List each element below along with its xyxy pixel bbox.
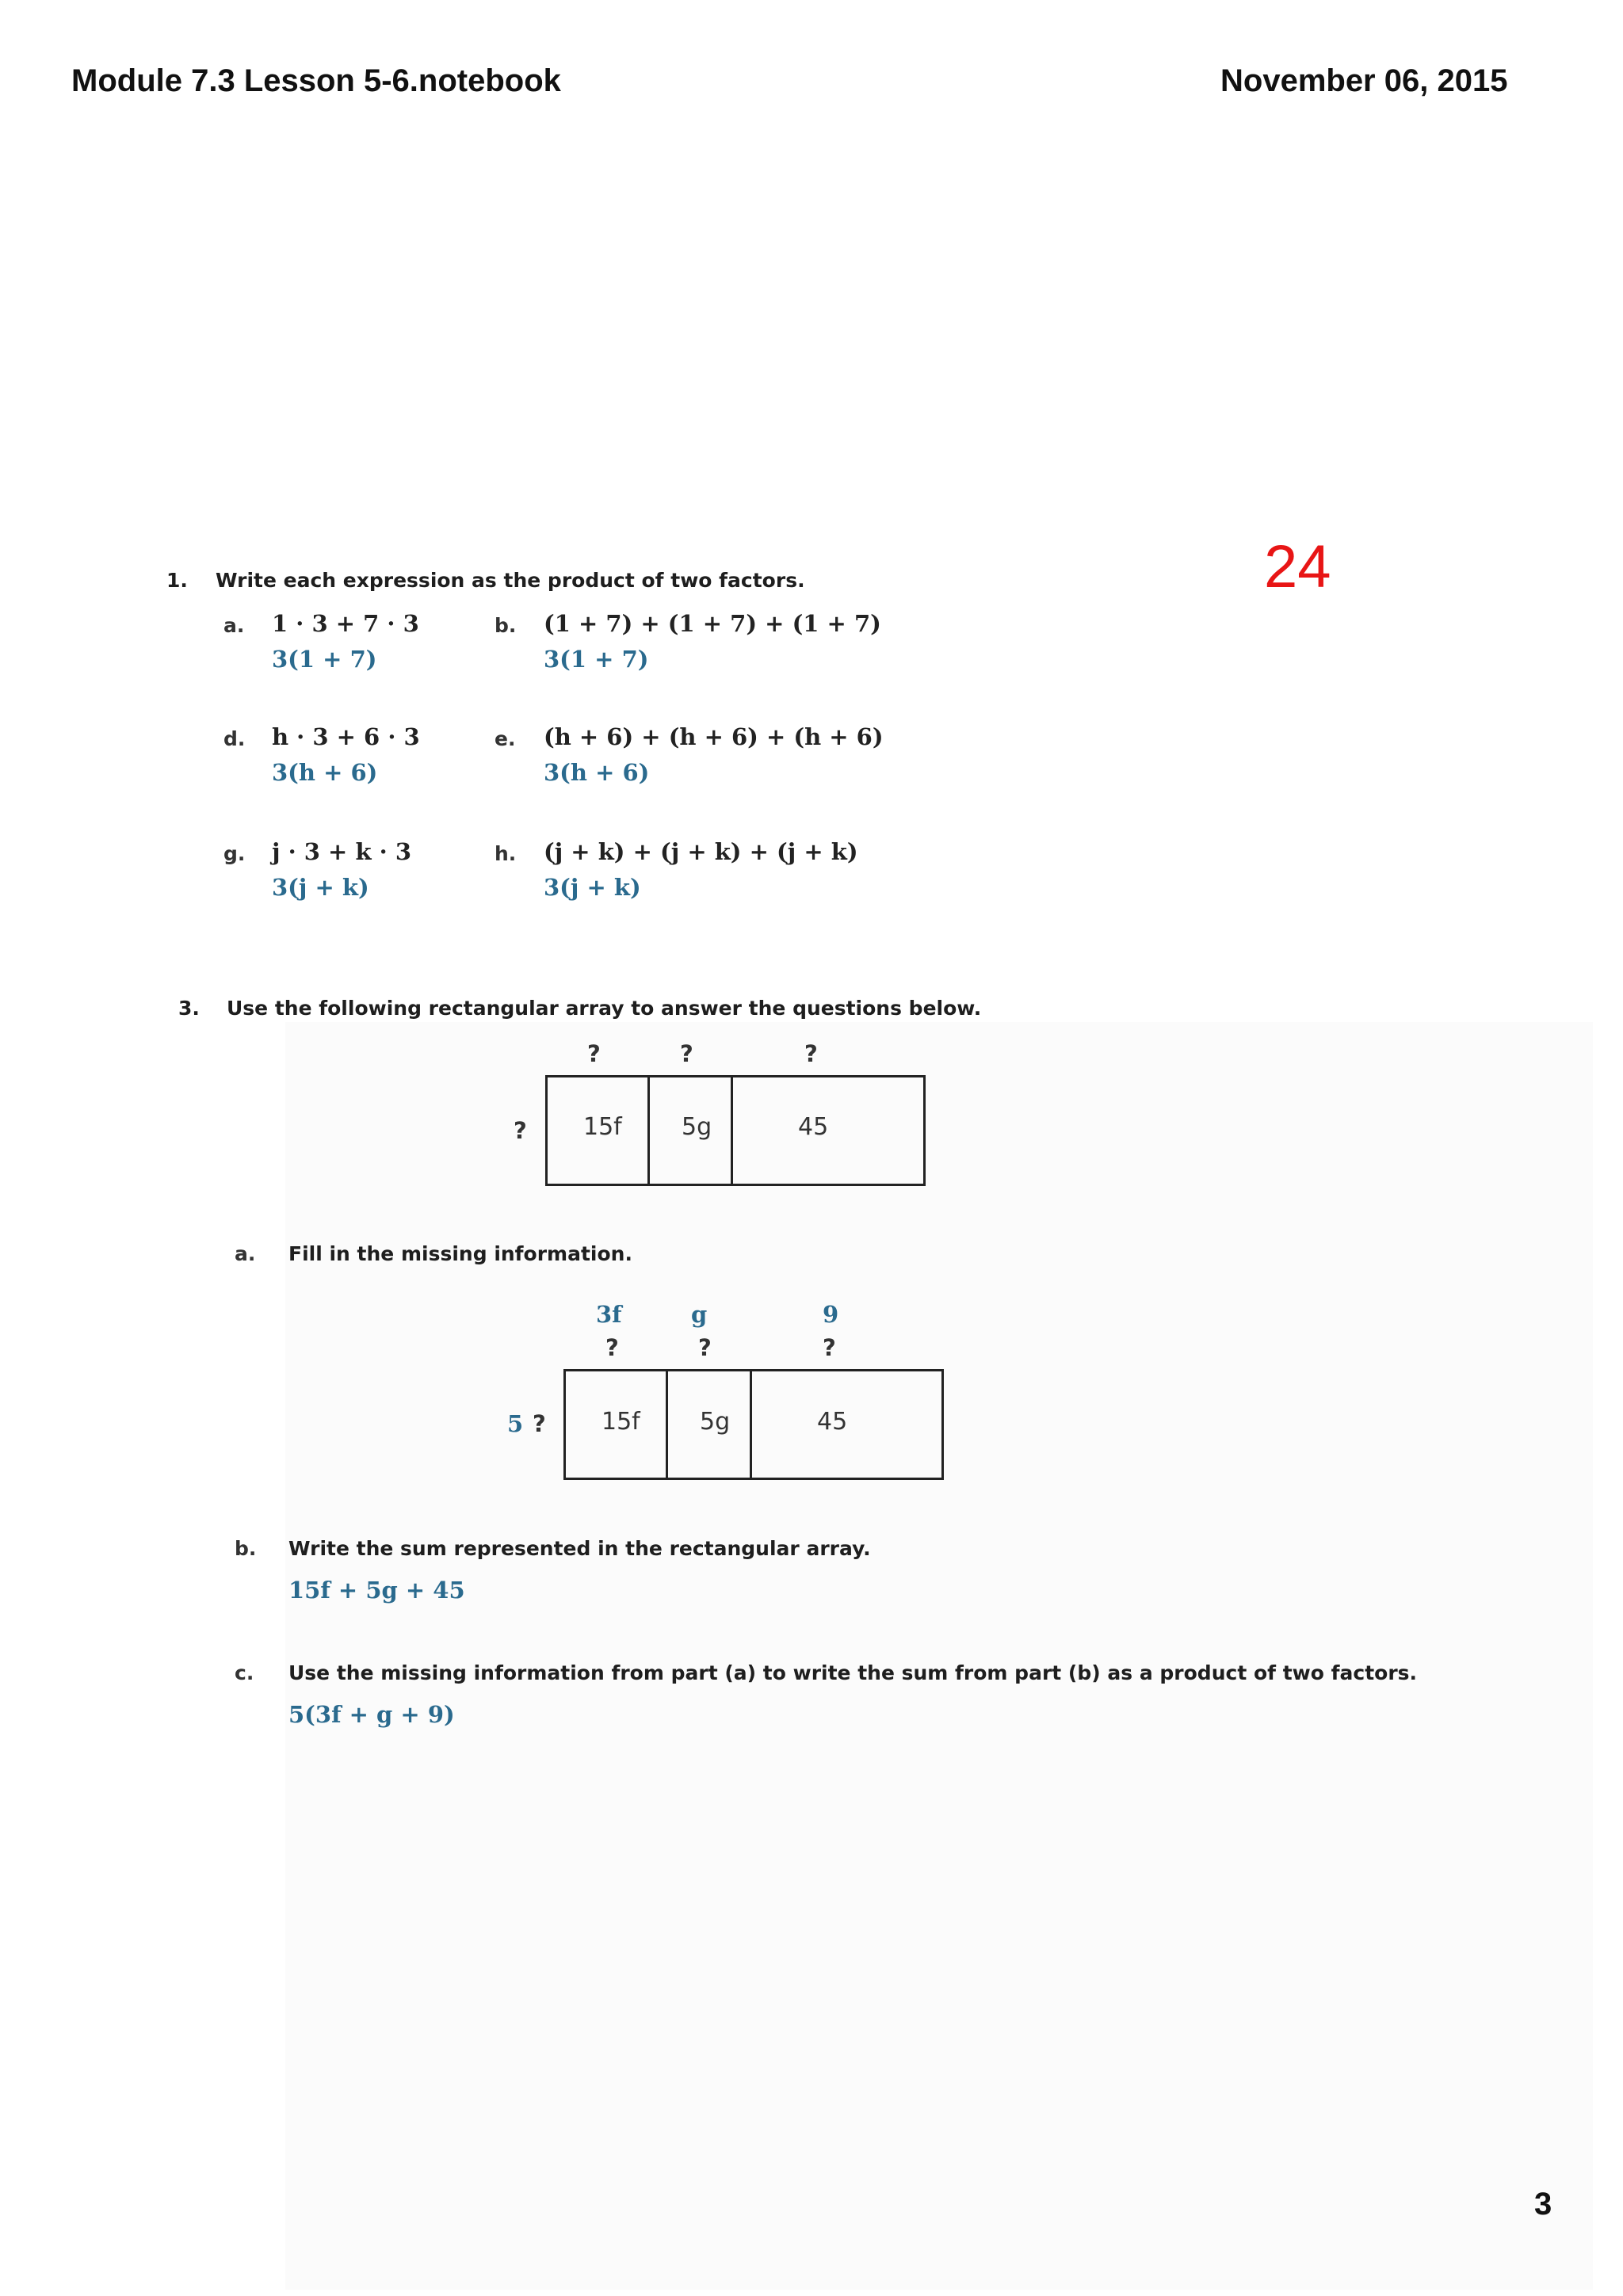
q1-item-answer: 3(j + k) <box>272 874 369 901</box>
q1-item-label: d. <box>223 727 246 750</box>
handwritten-annotation: 24 <box>1264 533 1331 601</box>
part-c-label: c. <box>235 1661 254 1684</box>
array-cell: 45 <box>817 1408 848 1436</box>
array-side-answer: 5 <box>507 1410 524 1437</box>
array-top-answer: g <box>691 1301 708 1328</box>
part-a-prompt: Fill in the missing information. <box>288 1242 632 1265</box>
q1-item-label: b. <box>495 614 517 637</box>
array-cell: 5g <box>700 1408 731 1436</box>
q1-item-expression: (h + 6) + (h + 6) + (h + 6) <box>544 723 884 750</box>
array-side-mark: ? <box>514 1117 527 1144</box>
part-c-prompt: Use the missing information from part (a) to write the sum from part (b) as a product of two factors. <box>288 1661 1418 1684</box>
q1-item-answer: 3(1 + 7) <box>272 646 377 673</box>
q1-item-label: h. <box>495 842 517 865</box>
scan-region <box>285 1022 1593 2290</box>
q1-item-label: e. <box>495 727 516 750</box>
q1-item-expression: j · 3 + k · 3 <box>272 838 412 865</box>
part-c-answer: 5(3f + g + 9) <box>288 1701 455 1728</box>
q1-item-expression: (j + k) + (j + k) + (j + k) <box>544 838 858 865</box>
array-top-mark: ? <box>680 1040 693 1067</box>
q1-item-expression: (1 + 7) + (1 + 7) + (1 + 7) <box>544 610 881 637</box>
array-divider <box>647 1075 650 1186</box>
array-side-mark: ? <box>533 1410 546 1437</box>
q3-prompt: Use the following rectangular array to answer the questions below. <box>227 997 982 1020</box>
array-cell: 45 <box>798 1113 829 1141</box>
document-title: Module 7.3 Lesson 5-6.notebook <box>71 63 561 98</box>
array-cell: 5g <box>682 1113 712 1141</box>
array-top-mark: ? <box>804 1040 818 1067</box>
part-b-answer: 15f + 5g + 45 <box>288 1577 465 1604</box>
array-divider <box>731 1075 733 1186</box>
q3-number: 3. <box>178 997 200 1020</box>
q1-item-expression: 1 · 3 + 7 · 3 <box>272 610 419 637</box>
q1-item-label: a. <box>223 614 245 637</box>
page-number: 3 <box>1534 2187 1552 2222</box>
q1-number: 1. <box>166 569 188 592</box>
part-b-label: b. <box>235 1537 257 1560</box>
q1-item-answer: 3(h + 6) <box>272 759 378 786</box>
q1-item-answer: 3(1 + 7) <box>544 646 649 673</box>
q1-item-answer: 3(j + k) <box>544 874 641 901</box>
array-top-answer: 9 <box>823 1301 839 1328</box>
array-top-mark: ? <box>698 1334 712 1361</box>
array-top-mark: ? <box>605 1334 619 1361</box>
q1-item-answer: 3(h + 6) <box>544 759 650 786</box>
part-a-label: a. <box>235 1242 256 1265</box>
array-cell: 15f <box>601 1408 640 1436</box>
q1-item-expression: h · 3 + 6 · 3 <box>272 723 420 750</box>
array-top-mark: ? <box>587 1040 601 1067</box>
array-cell: 15f <box>583 1113 622 1141</box>
array-divider <box>666 1369 668 1480</box>
array-top-answer: 3f <box>596 1301 622 1328</box>
array-top-mark: ? <box>823 1334 836 1361</box>
array-divider <box>750 1369 752 1480</box>
q1-item-label: g. <box>223 842 246 865</box>
q1-prompt: Write each expression as the product of two factors. <box>216 569 805 592</box>
document-date: November 06, 2015 <box>1220 63 1508 98</box>
part-b-prompt: Write the sum represented in the rectangular array. <box>288 1537 871 1560</box>
